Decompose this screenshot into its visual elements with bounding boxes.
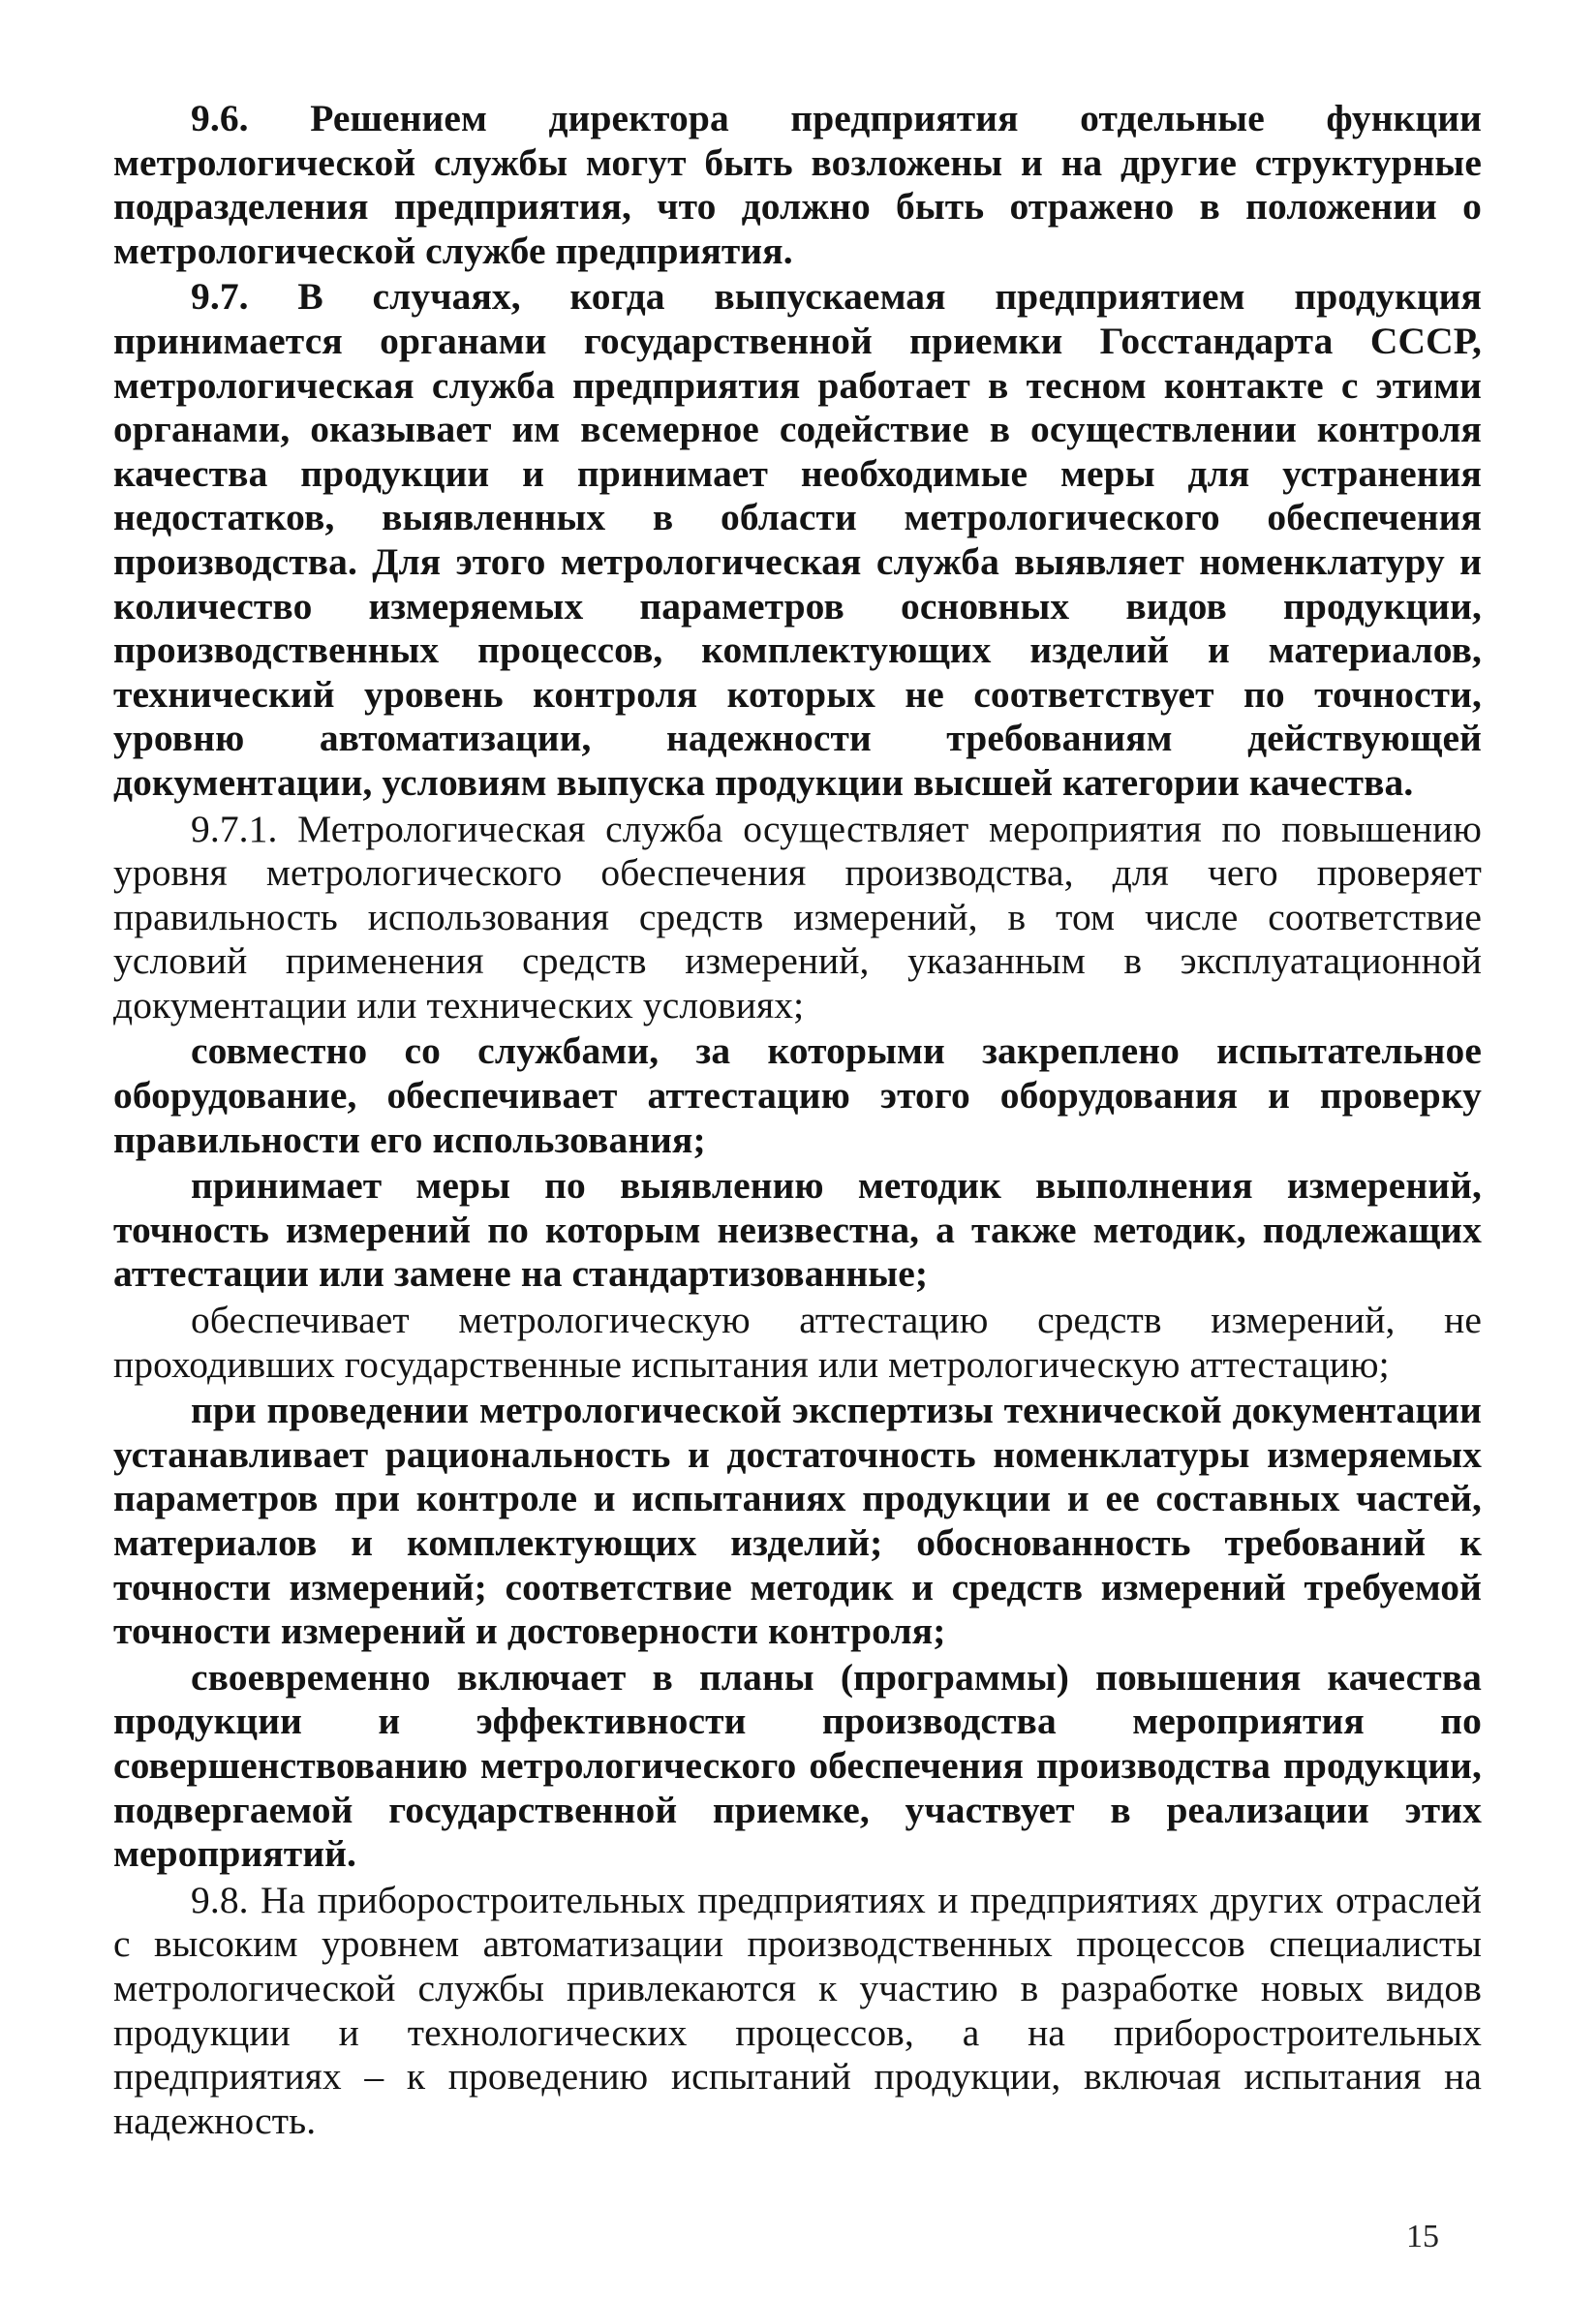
paragraph-9-8: 9.8. На приборостроительных предприятиях и предприятиях других отраслей с высоким уровнем автоматизации производственных процессов специалисты метрологической службы привлекаются к участию в разработке новых видов продукции и технологических процессов, а на приборостроительных предприятиях – к проведению испытаний продукции, включая испытания на надежность. — [113, 1878, 1482, 2142]
paragraph-9-6: 9.6. Решением директора предприятия отдельные функции метрологической службы могут быть возложены и на другие структурные подразделения предприятия, что должно быть отражено в положении о метрологической службе предприятия. — [113, 97, 1482, 272]
paragraph-equipment-attestation: совместно со службами, за которыми закреплено испытательное оборудование, обеспечивает аттестацию этого оборудования и проверку правильности его использования; — [113, 1029, 1482, 1161]
page-number: 15 — [1406, 2219, 1439, 2254]
paragraph-metrological-expertise: при проведении метрологической экспертизы технической документации устанавливает рациональность и достаточность номенклатуры измеряемых параметров при контроле и испытаниях продукции и ее составных частей, материалов и комплектующих изделий; обоснованность требований к точности измерений; соответствие методик и средств измерений требуемой точности измерений и достоверности контроля; — [113, 1389, 1482, 1653]
document-page — [113, 97, 1482, 2145]
paragraph-measurement-methods: принимает меры по выявлению методик выполнения измерений, точность измерений по которым неизвестна, а также методик, подлежащих аттестации или замене на стандартизованные; — [113, 1164, 1482, 1296]
paragraph-instrument-attestation: обеспечивает метрологическую аттестацию средств измерений, не проходивших государственные испытания или метрологическую аттестацию; — [113, 1299, 1482, 1386]
paragraph-9-7-1: 9.7.1. Метрологическая служба осуществляет мероприятия по повышению уровня метрологического обеспечения производства, для чего проверяет правильность использования средств измерений, в том числе соответствие условий применения средств измерений, указанным в эксплуатационной документации или технических условиях; — [113, 807, 1482, 1027]
paragraph-improvement-plans: своевременно включает в планы (программы) повышения качества продукции и эффективности производства мероприятия по совершенствованию метрологического обеспечения производства продукции, подвергаемой государственной приемке, участвует в реализации этих мероприятий. — [113, 1655, 1482, 1876]
paragraph-9-7: 9.7. В случаях, когда выпускаемая предприятием продукция принимается органами государственной приемки Госстандарта СССР, метрологическая служба предприятия работает в тесном контакте с этими органами, оказывает им всемерное содействие в осуществлении контроля качества продукции и принимает необходимые меры для устранения недостатков, выявленных в области метрологического обеспечения производства. Для этого метрологическая служба выявляет номенклатуру и количество измеряемых параметров основных видов продукции, производственных процессов, комплектующих изделий и материалов, технический уровень контроля которых не соответствует по точности, уровню автоматизации, надежности требованиям действующей документации, условиям выпуска продукции высшей категории качества. — [113, 275, 1482, 804]
